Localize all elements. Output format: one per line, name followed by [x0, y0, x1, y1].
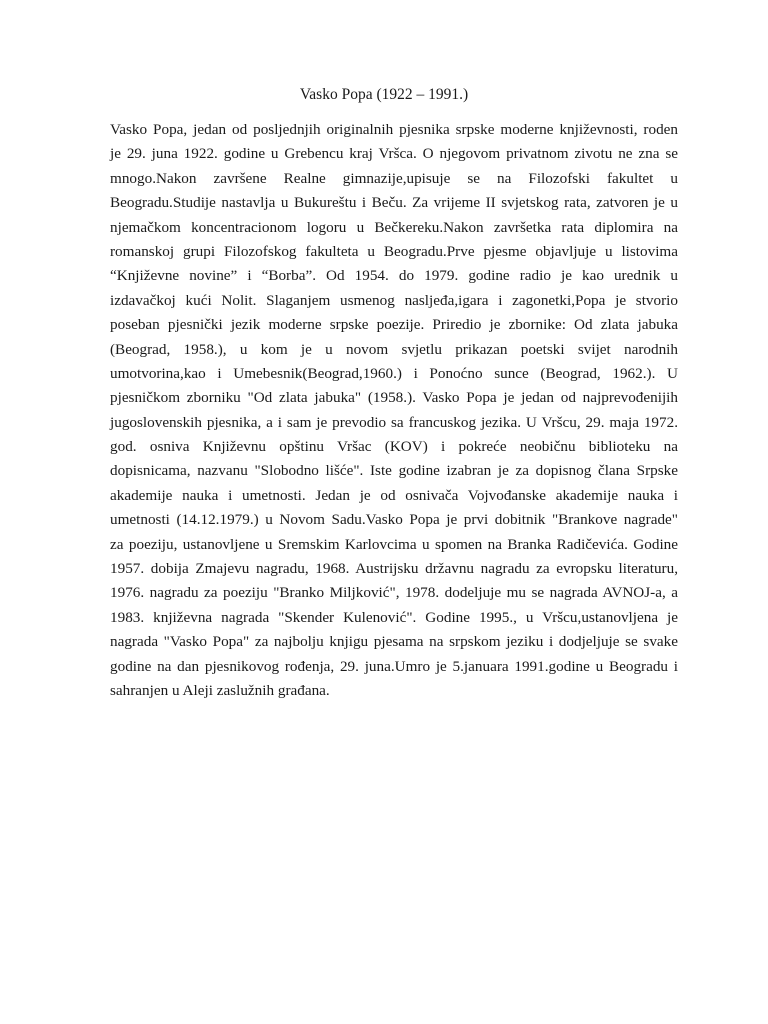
body-line: Vasko Popa, jedan od posljednjih originalnih pjesnika srpske moderne književnosti, roden	[110, 121, 678, 138]
body-line: Beogradu.Studije nastavlja u Bukureštu i Beču. Za vrijeme II svjetskog rata, zatvoren je u	[110, 194, 678, 212]
body-line: za poeziju, ustanovljene u Sremskim Karlovcima u spomen na Branka Radičevića. Godine	[110, 535, 678, 553]
body-line: umetnosti (14.12.1979.) u Novom Sadu.Vasko Popa je prvi dobitnik "Brankove nagrade"	[110, 511, 678, 529]
body-line: njemačkom koncentracionom logoru u Bečkereku.Nakon završetka rata diplomira na	[110, 218, 678, 236]
document-body	[110, 118, 678, 703]
body-line: “Književne novine” i “Borba”. Od 1954. do 1979. godine radio je kao urednik u	[110, 267, 678, 285]
body-line: izdavačkoj kući Nolit. Slaganjem usmenog nasljeđa,igara i zagonetki,Popa je stvorio	[110, 291, 678, 309]
body-line: (Beograd, 1958.), u kom je u novom svjetlu prikazan poetski svijet narodnih	[110, 340, 678, 358]
body-line: je 29. juna 1922. godine u Grebencu kraj Vršca. O njegovom privatnom zivotu ne zna se	[110, 145, 678, 163]
document-title: Vasko Popa (1922 – 1991.)	[299, 86, 469, 103]
body-line: godine na dan pjesnikovog rođenja, 29. juna.Umro je 5.januara 1991.godine u Beogradu i	[110, 657, 678, 675]
body-line: 1957. dobija Zmajevu nagradu, 1968. Austrijsku državnu nagradu za evropsku literaturu,	[110, 560, 678, 578]
body-line: 1983. književna nagrada "Skender Kulenović". Godine 1995., u Vršcu,ustanovljena je	[110, 608, 678, 626]
body-line: god. osniva Književnu opštinu Vršac (KOV) i pokreće neobičnu biblioteku na	[110, 438, 678, 456]
body-line: poseban pjesnički jezik moderne srpske poezije. Priredio je zbornike: Od zlata jabuka	[110, 316, 678, 334]
body-line: dopisnicama, nazvanu "Slobodno lišće". Iste godine izabran je za dopisnog člana Srpske	[110, 462, 678, 480]
body-line: romanskoj grupi Filozofskog fakulteta u Beogradu.Prve pjesme objavljuje u listovima	[110, 242, 678, 260]
body-line: nagrada "Vasko Popa" za najbolju knjigu pjesama na srpskom jeziku i dodjeljuje se svake	[110, 633, 678, 651]
body-line: jugoslovenskih pjesnika, a i sam je prevodio sa francuskog jezika. U Vršcu, 29. maja 1972.	[110, 413, 678, 431]
body-line: 1976. nagradu za poeziju "Branko Miljković", 1978. dodeljuje mu se nagrada AVNOJ-a, a	[110, 584, 678, 602]
body-line: pjesničkom zborniku "Od zlata jabuka" (1958.). Vasko Popa je jedan od najprevođenijih	[110, 389, 678, 407]
body-line: akademije nauka i umetnosti. Jedan je od osnivača Vojvođanske akademije nauka i	[110, 486, 678, 504]
body-line: sahranjen u Aleji zaslužnih građana.	[110, 681, 330, 699]
body-line: umotvorina,kao i Umebesnik(Beograd,1960.) i Ponoćno sunce (Beograd, 1962.). U	[110, 364, 678, 382]
body-line: mnogo.Nakon završene Realne gimnazije,upisuje se na Filozofski fakultet u	[110, 169, 678, 187]
